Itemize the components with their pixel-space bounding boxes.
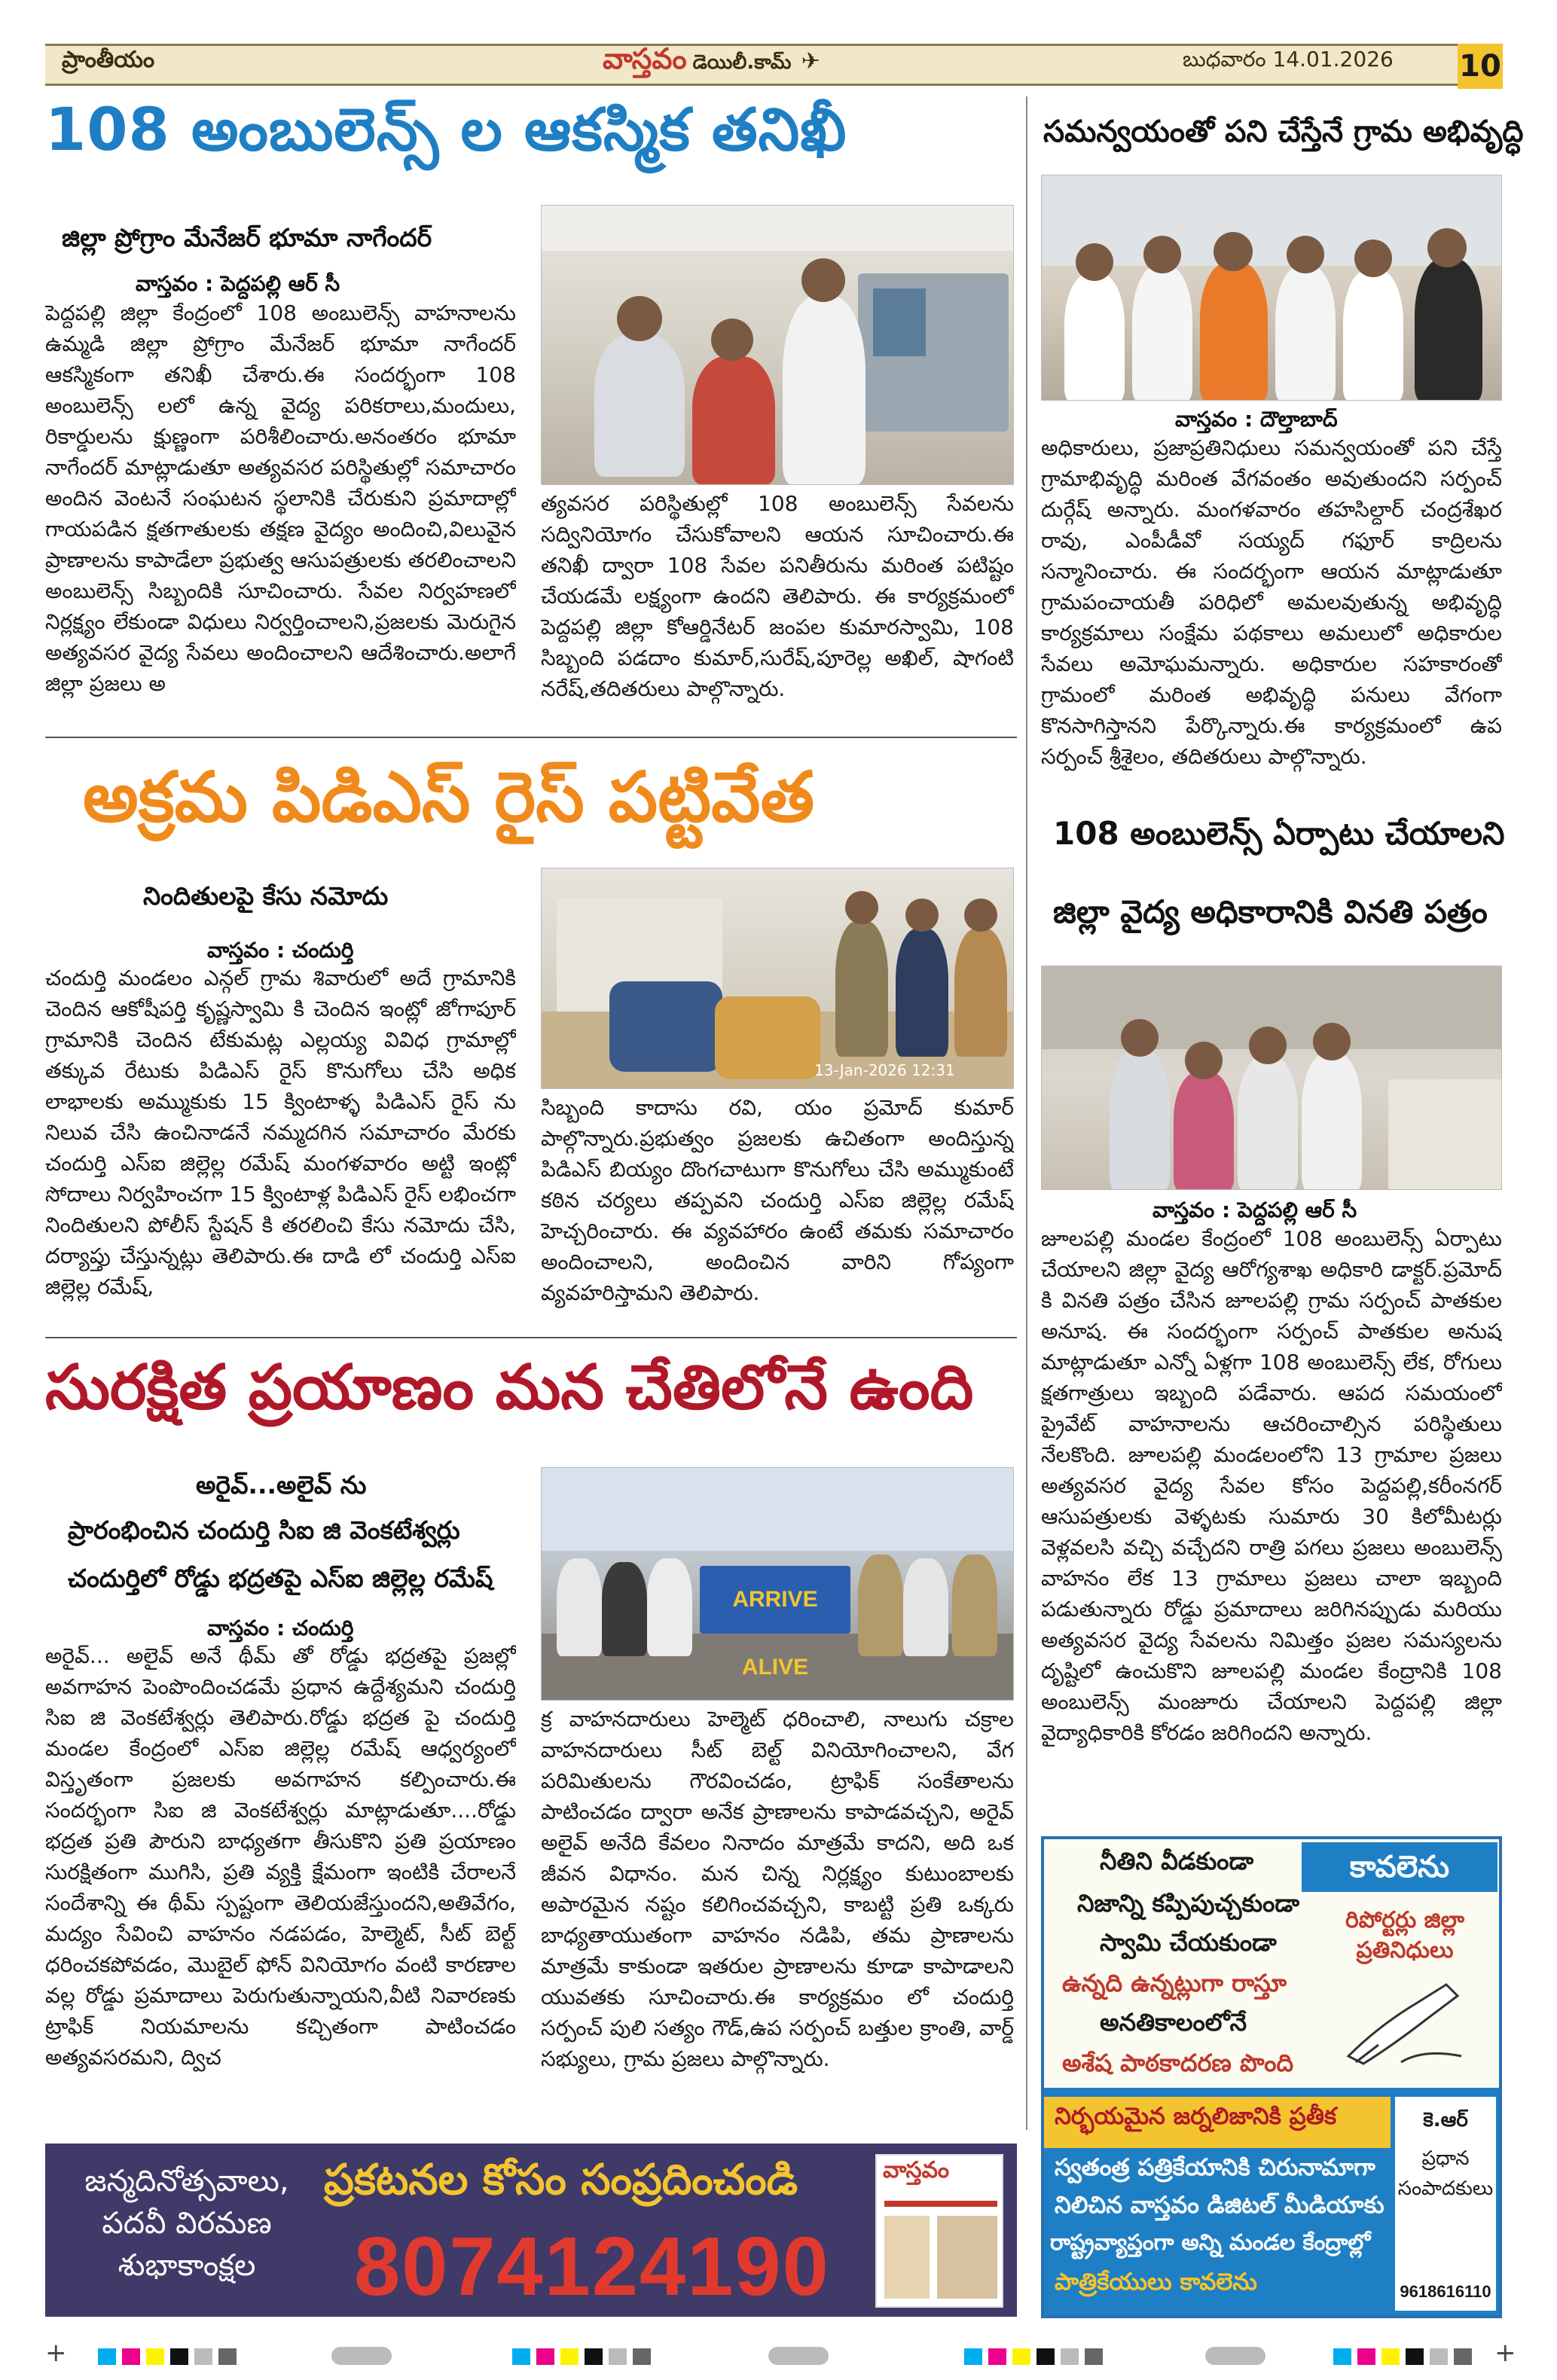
color-bar (1333, 2348, 1484, 2365)
wanted-ad-blue2: స్వతంత్ర పత్రికేయానికి చిరునామాగా (1055, 2154, 1375, 2181)
story5-body: జూలపల్లి మండల కేంద్రంలో 108 అంబులెన్స్ ఏర్పాటు చేయాలని జిల్లా వైద్య ఆరోగ్యశాఖ అధికారి డాక్టర్.ప్రమోద్ కి వినతి పత్రం చేసిన జూలపల్లి గ్రామ సర్పంచ్ పాతకుల అనూష. ఈ సందర్భంగా సర్పంచ్ పాతకుల అనుష మాట్లాడుతూ ఎన్నో ఏళ్లగా 108 అంబులెన్స్ లేక, రోగులు క్షతగాత్రులు ఇబ్బంది పడేవారు. ఆపద సమయంలో ప్రైవేట్ వాహనాలను ఆచరించాల్సిన పరిస్థితులు నేలకొంది. జూలపల్లి మండలంలోని 13 గ్రామాల ప్రజలు అత్యవసర వైద్య సేవల కోసం పెద్దపల్లి,కరీంనగర్ ఆసుపత్రులకు వెళ్ళటకు సుమారు 30 కిలోమీటర్లు వెళ్లవలసి వచ్చి వచ్చేదని రాత్రి పగలు ప్రజలు అంబులెన్స్ వాహనం లేక 13 గ్రామాలు ప్రజలు చాలా ఇబ్బంది పడుతున్నారు రోడ్డు ప్రమాదాలు జరిగినప్పుడు మరియు అత్యవసర వైద్య సేవలను నిమిత్తం ప్రజల సమస్యలను దృష్టిలో ఉంచుకొని జూలపల్లి మండల కేంద్రానికి 108 అంబులెన్స్ మంజూరు చేయాలని పెద్దపల్లి జిల్లా వైద్యాధికారికి కోరడం జరిగిందని అన్నారు. (1041, 1226, 1502, 1745)
wanted-ad-line4: ఉన్నది ఉన్నట్లుగా రాస్తూ (1062, 1969, 1287, 1997)
story3-headline: సురక్షిత ప్రయాణం మన చేతిలోనే ఉంది (45, 1352, 974, 1423)
story3-col1: అరైవ్... అలైవ్ అనే థీమ్ తో రోడ్డు భద్రతపై ప్రజల్లో అవగాహన పెంపొందించడమే ప్రధాన ఉద్దేశ్యమని చందుర్తి సిఐ జి వెంకటేశ్వర్లు తెలిపారు.రోడ్డు భద్రత పై చందుర్తి మండల కేంద్రంలో ఎస్ఐ జిల్లెల్ల రమేష్ ఆధ్వర్యంలో విస్తృతంగా ప్రజలకు అవగాహన కల్పించారు.ఈ సందర్భంగా సిఐ జి వెంకటేశ్వర్లు మాట్లాడుతూ....రోడ్డు భద్రత ప్రతి పౌరుని బాధ్యతగా తీసుకొని ప్రతి ప్రయాణం సురక్షితంగా ముగిసి, ప్రతి వ్యక్తి క్షేమంగా ఇంటికి చేరాలనే సందేశాన్ని ఈ థీమ్ స్పష్టంగా తెలియజేస్తుందని,అతివేగం, మద్యం సేవించి వాహనం నడపడం, హెల్మెట్, సీట్ బెల్ట్ ధరించకపోవడం, మొబైల్ ఫోన్ వినియోగం వంటి కారణాల వల్ల రోడ్డు ప్రమాదాలు పెరుగుతున్నాయని,వీటి నివారణకు ట్రాఫిక్ నియమాలను కచ్చితంగా పాటించడం అత్యవసరమని, ద్విచ (45, 1643, 516, 2070)
road-safety-photo (541, 1467, 1014, 1701)
wanted-ad-line2: నిజాన్ని కప్పిపుచ్చకుండా (1077, 1889, 1299, 1918)
masthead-sub: డెయిలీ.కామ్ (692, 51, 792, 74)
crosshair-icon: + (1494, 2338, 1516, 2368)
petition-photo (1041, 966, 1502, 1190)
wanted-ad-blue5: పాత్రికేయులు కావలెను (1055, 2269, 1257, 2296)
wanted-ad-blue3: నిలిచిన వాస్తవం డిజిటల్ మీడియాకు (1055, 2192, 1385, 2219)
story3-sub3: చందుర్తిలో రోడ్డు భద్రతపై ఎస్ఐ జిల్లెల్ల రమేష్ (68, 1564, 493, 1593)
story3-sub1: అరైవ్...అలైవ్ ను (196, 1470, 367, 1500)
wanted-ad-reporters: రిపోర్టర్లు జిల్లా ప్రతినిధులు (1345, 1907, 1465, 1964)
rice-seizure-photo (541, 868, 1014, 1089)
rule-1 (45, 737, 1017, 738)
color-bar (964, 2348, 1115, 2365)
pen-writing-icon (1333, 1973, 1476, 2071)
page-number: 10 (1458, 44, 1503, 89)
advertise-ad-phone: 8074124190 (354, 2220, 830, 2313)
advertise-ad-occasions: జన్మదినోత్సవాలు, పదవీ విరమణ శుభాకాంక్షల (84, 2164, 289, 2283)
editor-name: కె.ఆర్ (1423, 2109, 1468, 2131)
arrive-alive-banner: ARRIVE ALIVE (700, 1566, 850, 1634)
story4-body: అధికారులు, ప్రజాప్రతినిధులు సమన్వయంతో పని చేస్తే గ్రామాభివృద్ధి మరింత వేగవంతం అవుతుందని సర్పంచ్ దుర్గేష్ అన్నారు. మంగళవారం తహసిల్దార్ చంద్రశేఖర రావు, ఎంపీడీవో సయ్యద్ గఫూర్ కాద్రిలను సన్మానించారు. ఈ సందర్భంగా ఆయన మాట్లాడుతూ గ్రామపంచాయతీ పరిధిలో అమలవుతున్న అభివృద్ధి కార్యక్రమాలు సంక్షేమ పథకాలు అమలులో అధికారుల సేవలు అమోఘమన్నారు. అధికారుల సహకారంతో గ్రామంలో మరింత అభివృద్ధి పనులు వేగంగా కొనసాగిస్తానని పేర్కొన్నారు.ఈ కార్యక్రమంలో ఉప సర్పంచ్ శ్రీశైలం, తదితరులు పాల్గొన్నారు. (1041, 435, 1502, 769)
story1-byline: వాస్తవం : పెద్దపల్లి ఆర్ సీ (136, 271, 340, 296)
story3-col2: క్ర వాహనదారులు హెల్మెట్ ధరించాలి, నాలుగు చక్రాల వాహనదారులు సీట్ బెల్ట్ వినియోగించాలని, వేగ పరిమితులను గౌరవించడం, ట్రాఫిక్ సంకేతాలను పాటించడం ద్వారా అనేక ప్రాణాలను కాపాడవచ్చని, అరైవ్ అలైవ్ అనేది కేవలం నినాదం మాత్రమే కాదని, అది ఒక జీవన విధానం. మన చిన్న నిర్లక్ష్యం కుటుంబాలకు అపారమైన నష్టం కలిగించవచ్చని, కాబట్టి ప్రతి ఒక్కరు బాధ్యతాయుతంగా వాహనం నడిపి, తమ ప్రాణాలను మాత్రమే కాకుండా ఇతరుల ప్రాణాలను కూడా కాపాడాలని యువతకు సూచించారు.ఈ కార్యక్రమం లో చందుర్తి సర్పంచ్ పులి సత్యం గౌడ్,ఉప సర్పంచ్ బత్తుల క్రాంతి, వార్డ్ సభ్యులు, గ్రామ ప్రజలు పాల్గొన్నారు. (541, 1707, 1014, 2071)
story4-byline: వాస్తవం : దౌల్తాబాద్ (1175, 407, 1338, 432)
thumbnail-logo: వాస్తవం (883, 2157, 950, 2183)
section-label: ప్రాంతీయం (62, 47, 155, 73)
story2-subhead: నిందితులపై కేసు నమోదు (143, 881, 389, 911)
color-bar (98, 2348, 249, 2365)
wanted-ad-blue4: రాష్ట్రవ్యాప్తంగా అన్ని మండల కేంద్రాల్లో (1050, 2229, 1371, 2255)
masthead (603, 42, 820, 83)
story5-headline-2: జిల్లా వైద్య అధికారానికి వినతి పత్రం (1053, 893, 1488, 930)
bird-icon: ✈ (801, 48, 820, 75)
editor-role: ప్రధాన సంపాదకులు (1397, 2147, 1494, 2200)
story4-headline: సమన్వయంతో పని చేస్తేనే గ్రామ అభివృద్ధి (1043, 114, 1524, 149)
story3-sub2: ప్రారంభించిన చందుర్తి సిఐ జి వెంకటేశ్వర్లు (68, 1515, 460, 1545)
ambulance-photo (541, 205, 1014, 485)
wanted-ad-title: కావలెను (1302, 1842, 1497, 1892)
story2-headline: అక్రమ పిడిఎస్ రైస్ పట్టివేత (83, 757, 815, 838)
column-divider (1026, 96, 1027, 2130)
wanted-ad-line1: నీతిని వీడకుండా (1100, 1847, 1254, 1875)
story5-headline-1: 108 అంబులెన్స్ ఏర్పాటు చేయాలని (1053, 815, 1505, 852)
color-bar (512, 2348, 663, 2365)
wanted-ad-line3: స్వామి చేయకుండా (1100, 1928, 1277, 1957)
rule-2 (45, 1337, 1017, 1338)
story2-byline: వాస్తవం : చందుర్తి (207, 938, 354, 963)
editor-phone: 9618616110 (1400, 2282, 1491, 2301)
story1-headline: 108 అంబులెన్స్ ల ఆకస్మిక తనిఖీ (45, 96, 847, 164)
masthead-title: వాస్తవం (603, 42, 687, 75)
story2-col1: చందుర్తి మండలం ఎన్గల్ గ్రామ శివారులో అదే గ్రామానికి చెందిన ఆకోషీపర్తి కృష్ణస్వామి కి చెందిన ఇంట్లో జోగాపూర్ గ్రామానికి చెందిన టేకుమట్ల ఎల్లయ్య వివిధ గ్రామాల్లో తక్కువ రేటుకు పిడిఎస్ రైస్ కొనుగోలు చేసి అధిక లాభాలకు అమ్ముకుకు 15 క్వింటాళ్ళ పిడిఎస్ రైస్ ను నిలువ చేసి ఉంచినాడనే నమ్మదగిన సమాచారం మేరకు చందుర్తి ఎస్ఐ జిల్లెల్ల రమేష్ మంగళవారం అట్టి ఇంట్లో సోదాలు నిర్వహించగా 15 క్వింటాళ్ల పిడిఎస్ రైస్ లభించగా నిందితులని పోలీస్ స్టేషన్ కి తరలించి కేసు నమోదు చేసి, దర్యాప్తు చేస్తున్నట్లు తెలిపారు.ఈ దాడి లో చందుర్తి ఎస్ఐ జిల్లెల్ల రమేష్, (45, 966, 516, 1299)
story3-byline: వాస్తవం : చందుర్తి (207, 1616, 354, 1640)
story1-subhead: జిల్లా ప్రోగ్రాం మేనేజర్ భూమా నాగేందర్ (62, 223, 432, 252)
wanted-ad-line5: అనతికాలంలోనే (1100, 2008, 1247, 2037)
registration-mark (1205, 2347, 1265, 2365)
photo-timestamp: 13-Jan-2026 12:31 (814, 1061, 955, 1079)
felicitation-photo (1041, 175, 1502, 401)
registration-mark (768, 2347, 829, 2365)
wanted-ad-line6: అశేష పాఠకాదరణ పొంది (1062, 2049, 1294, 2077)
crosshair-icon: + (45, 2338, 67, 2368)
registration-mark (331, 2347, 392, 2365)
wanted-ad-blue1: నిర్భయమైన జర్నలిజానికి ప్రతీక (1055, 2103, 1337, 2130)
dateline: బుధవారం 14.01.2026 (1183, 47, 1394, 72)
story5-byline: వాస్తవం : పెద్దపల్లి ఆర్ సీ (1152, 1198, 1357, 1222)
story1-col1: పెద్దపల్లి జిల్లా కేంద్రంలో 108 అంబులెన్స్ వాహనాలను ఉమ్మడి జిల్లా ప్రోగ్రాం మేనేజర్ భూమా నాగేందర్ ఆకస్మికంగా తనిఖీ చేశారు.ఈ సందర్భంగా 108 అంబులెన్స్ లలో ఉన్న వైద్య పరికరాలు,మందులు, రికార్డులను క్షుణ్ణంగా పరిశీలించారు.అనంతరం భూమా నాగేందర్ మాట్లాడుతూ అత్యవసర పరిస్థితుల్లో సమాచారం అందిన వెంటనే సంఘటన స్థలానికి చేరుకుని ప్రమాదాల్లో గాయపడిన క్షతగాతులకు తక్షణ వైద్యం అందించి,విలువైన ప్రాణాలను కాపాడేలా ప్రభుత్వ ఆసుపత్రులకు తరలించాలని అంబులెన్స్ సిబ్బందికి సూచించారు. సేవల నిర్వహణలో నిర్లక్ష్యం లేకుండా విధులు నిర్వర్తించాలని,ప్రజలకు మెరుగైన అత్యవసర వైద్య సేవలు అందించాలని ఆదేశించారు.అలాగే జిల్లా ప్రజలు అ (45, 301, 516, 696)
story1-col2: త్యవసర పరిస్థితుల్లో 108 అంబులెన్స్ సేవలను సద్వినియోగం చేసుకోవాలని ఆయన సూచించారు.ఈ తనిఖీ ద్వారా 108 సేవల పనితీరును మరింత పటిష్టం చేయడమే లక్ష్యంగా ఉందని తెలిపారు. ఈ కార్యక్రమంలో పెద్దపల్లి జిల్లా కోఆర్డినేటర్ జంపల కుమారస్వామి, 108 సిబ్బంది పడదాం కుమార్,సురేష్,పూరెల్ల అఖిల్, షాగంటి నరేష్,తదితరులు పాల్గొన్నారు. (541, 491, 1014, 701)
advertise-ad-title: ప్రకటనల కోసం సంప్రదించండి (324, 2156, 798, 2205)
story2-col2: సిబ్బంది కాదాసు రవి, యం ప్రమోద్ కుమార్ పాల్గొన్నారు.ప్రభుత్వం ప్రజలకు ఉచితంగా అందిస్తున్న పిడిఎస్ బియ్యం దొంగచాటుగా కొనుగోలు చేసి అమ్ముకుంటే కఠిన చర్యలు తప్పవని చందుర్తి ఎస్ఐ జిల్లెల్ల రమేష్ హెచ్చరించారు. ఈ వ్యవహారం ఉంటే తమకు సమాచారం అందించాలని, అందించిన వారిని గోప్యంగా వ్యవహరిస్తామని తెలిపారు. (541, 1095, 1014, 1305)
